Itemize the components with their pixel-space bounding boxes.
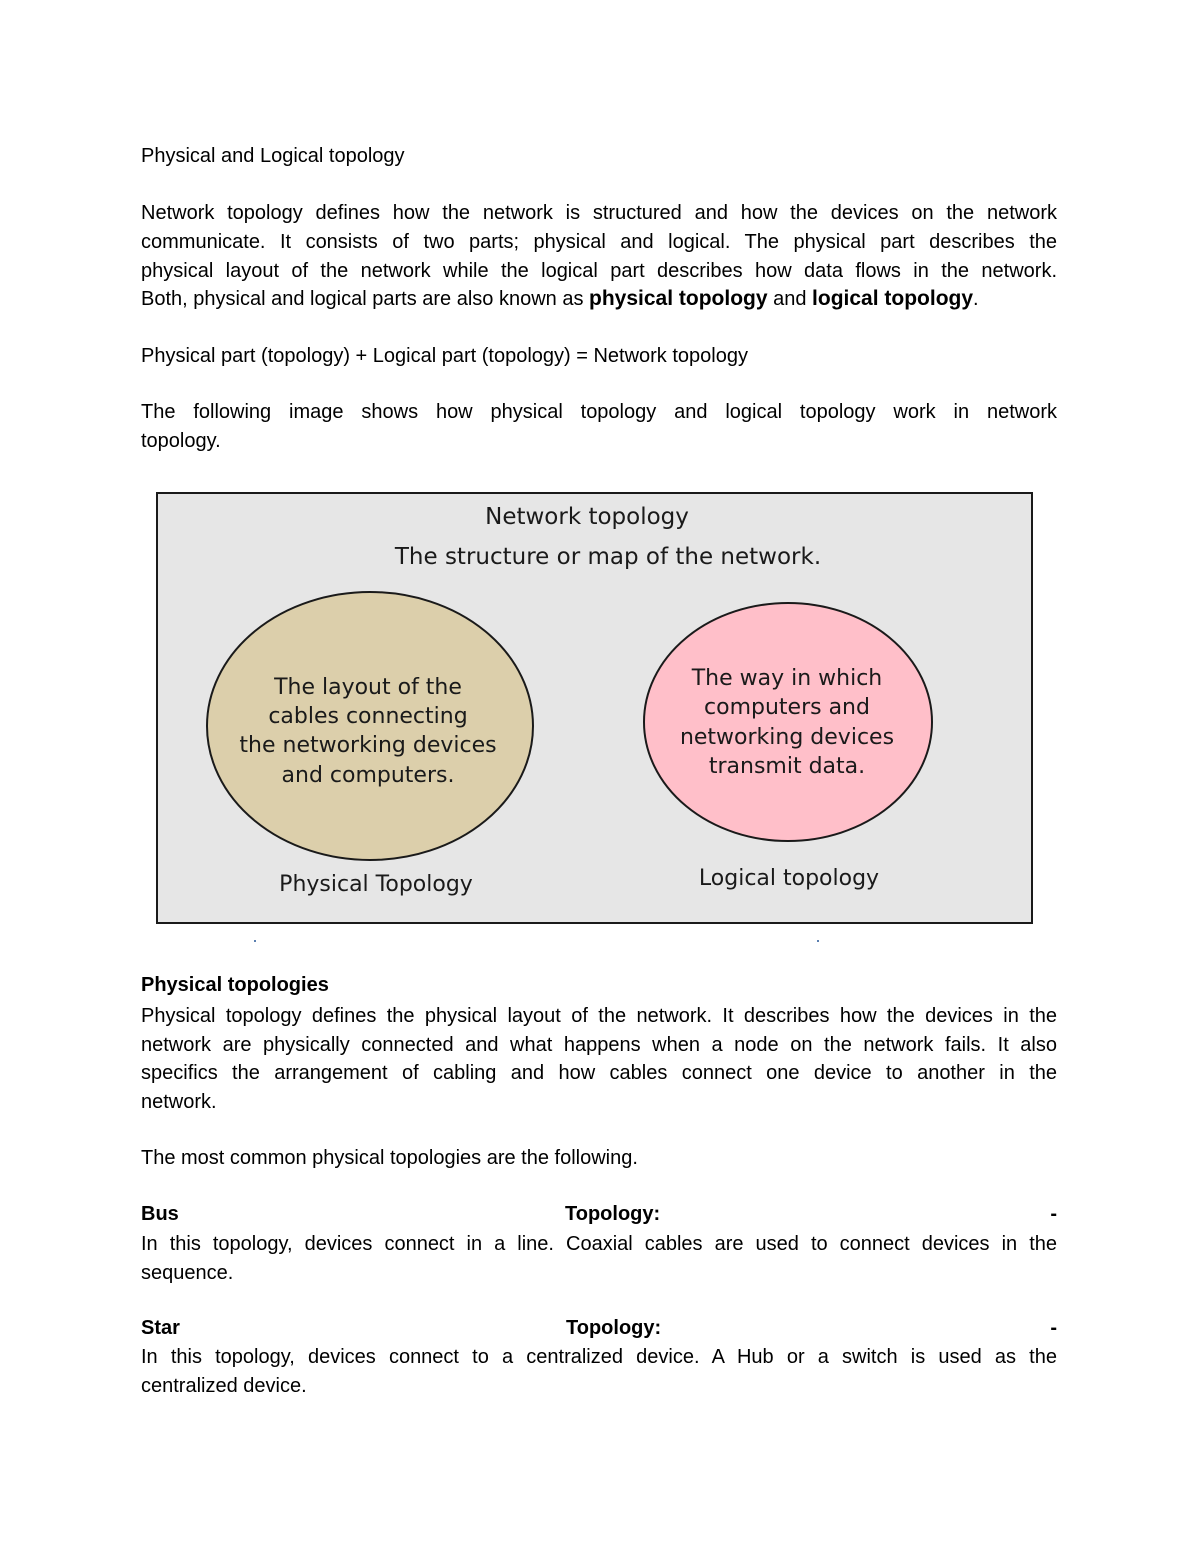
physical-line-3: specifics the arrangement of cabling and how cables connect one device to another in the <box>141 1062 1057 1084</box>
star-line-2: centralized device. <box>141 1375 307 1397</box>
logical-desc-line-1: The way in which <box>691 666 883 691</box>
intro-line-3: physical layout of the network while the logical part describes how data flows in the network. <box>141 260 1057 282</box>
diagram-canvas <box>158 494 1031 922</box>
logical-desc-line-3: networking devices <box>679 725 895 750</box>
physical-topology-label: Physical Topology <box>279 872 473 897</box>
star-word: Star <box>141 1317 180 1339</box>
logical-topology-term: logical topology <box>812 287 974 310</box>
dot-marker <box>254 940 256 942</box>
bus-word: Bus <box>141 1203 179 1225</box>
intro-line-1: Network topology defines how the network is structured and how the devices on the network <box>141 202 1057 224</box>
image-intro-line-2: topology. <box>141 430 221 452</box>
diagram-subtitle: The structure or map of the network. <box>394 544 822 570</box>
bus-dash: - <box>1050 1203 1057 1225</box>
physical-topology-term: physical topology <box>589 287 768 310</box>
logical-desc-line-4: transmit data. <box>708 754 866 779</box>
intro-line-2: communicate. It consists of two parts; physical and logical. The physical part describes the <box>141 231 1057 253</box>
page-title: Physical and Logical topology <box>141 145 405 167</box>
topology-formula: Physical part (topology) + Logical part (topology) = Network topology <box>141 345 748 367</box>
physical-desc-line-4: and computers. <box>281 763 455 788</box>
physical-desc-line-2: cables connecting <box>268 704 468 729</box>
intro-line-4 <box>141 287 1057 311</box>
physical-line-2: network are physically connected and what happens when a node on the network fails. It also <box>141 1034 1057 1056</box>
intro-and: and <box>767 288 813 310</box>
logical-topology-ellipse <box>644 603 932 841</box>
bus-line-2: sequence. <box>141 1262 234 1284</box>
image-intro-line-1: The following image shows how physical topology and logical topology work in network <box>141 401 1057 423</box>
common-topologies-line: The most common physical topologies are the following. <box>141 1147 638 1169</box>
logical-desc-line-2: computers and <box>704 695 870 720</box>
physical-desc-line-1: The layout of the <box>274 675 462 700</box>
logical-topology-label: Logical topology <box>698 866 880 891</box>
bus-topology-heading <box>141 1202 1057 1226</box>
intro-period: . <box>973 288 979 310</box>
star-line-1: In this topology, devices connect to a centralized device. A Hub or a switch is used as the <box>141 1346 1057 1368</box>
physical-line-4: network. <box>141 1091 217 1113</box>
star-topology-heading <box>141 1316 1057 1340</box>
physical-topologies-heading: Physical topologies <box>141 974 329 996</box>
star-dash: - <box>1050 1317 1057 1339</box>
star-topology-word: Topology: <box>566 1317 662 1339</box>
physical-line-1: Physical topology defines the physical layout of the network. It describes how the devices in the <box>141 1005 1057 1027</box>
intro-text: Both, physical and logical parts are also known as <box>141 288 590 310</box>
dot-marker <box>817 940 819 942</box>
diagram-title: Network topology <box>485 504 689 530</box>
physical-desc-line-3: the networking devices <box>239 733 497 758</box>
bus-topology-word: Topology: <box>565 1203 661 1225</box>
bus-line-1: In this topology, devices connect in a line. Coaxial cables are used to connect devices in the <box>141 1233 1057 1255</box>
network-topology-diagram <box>156 492 1033 924</box>
